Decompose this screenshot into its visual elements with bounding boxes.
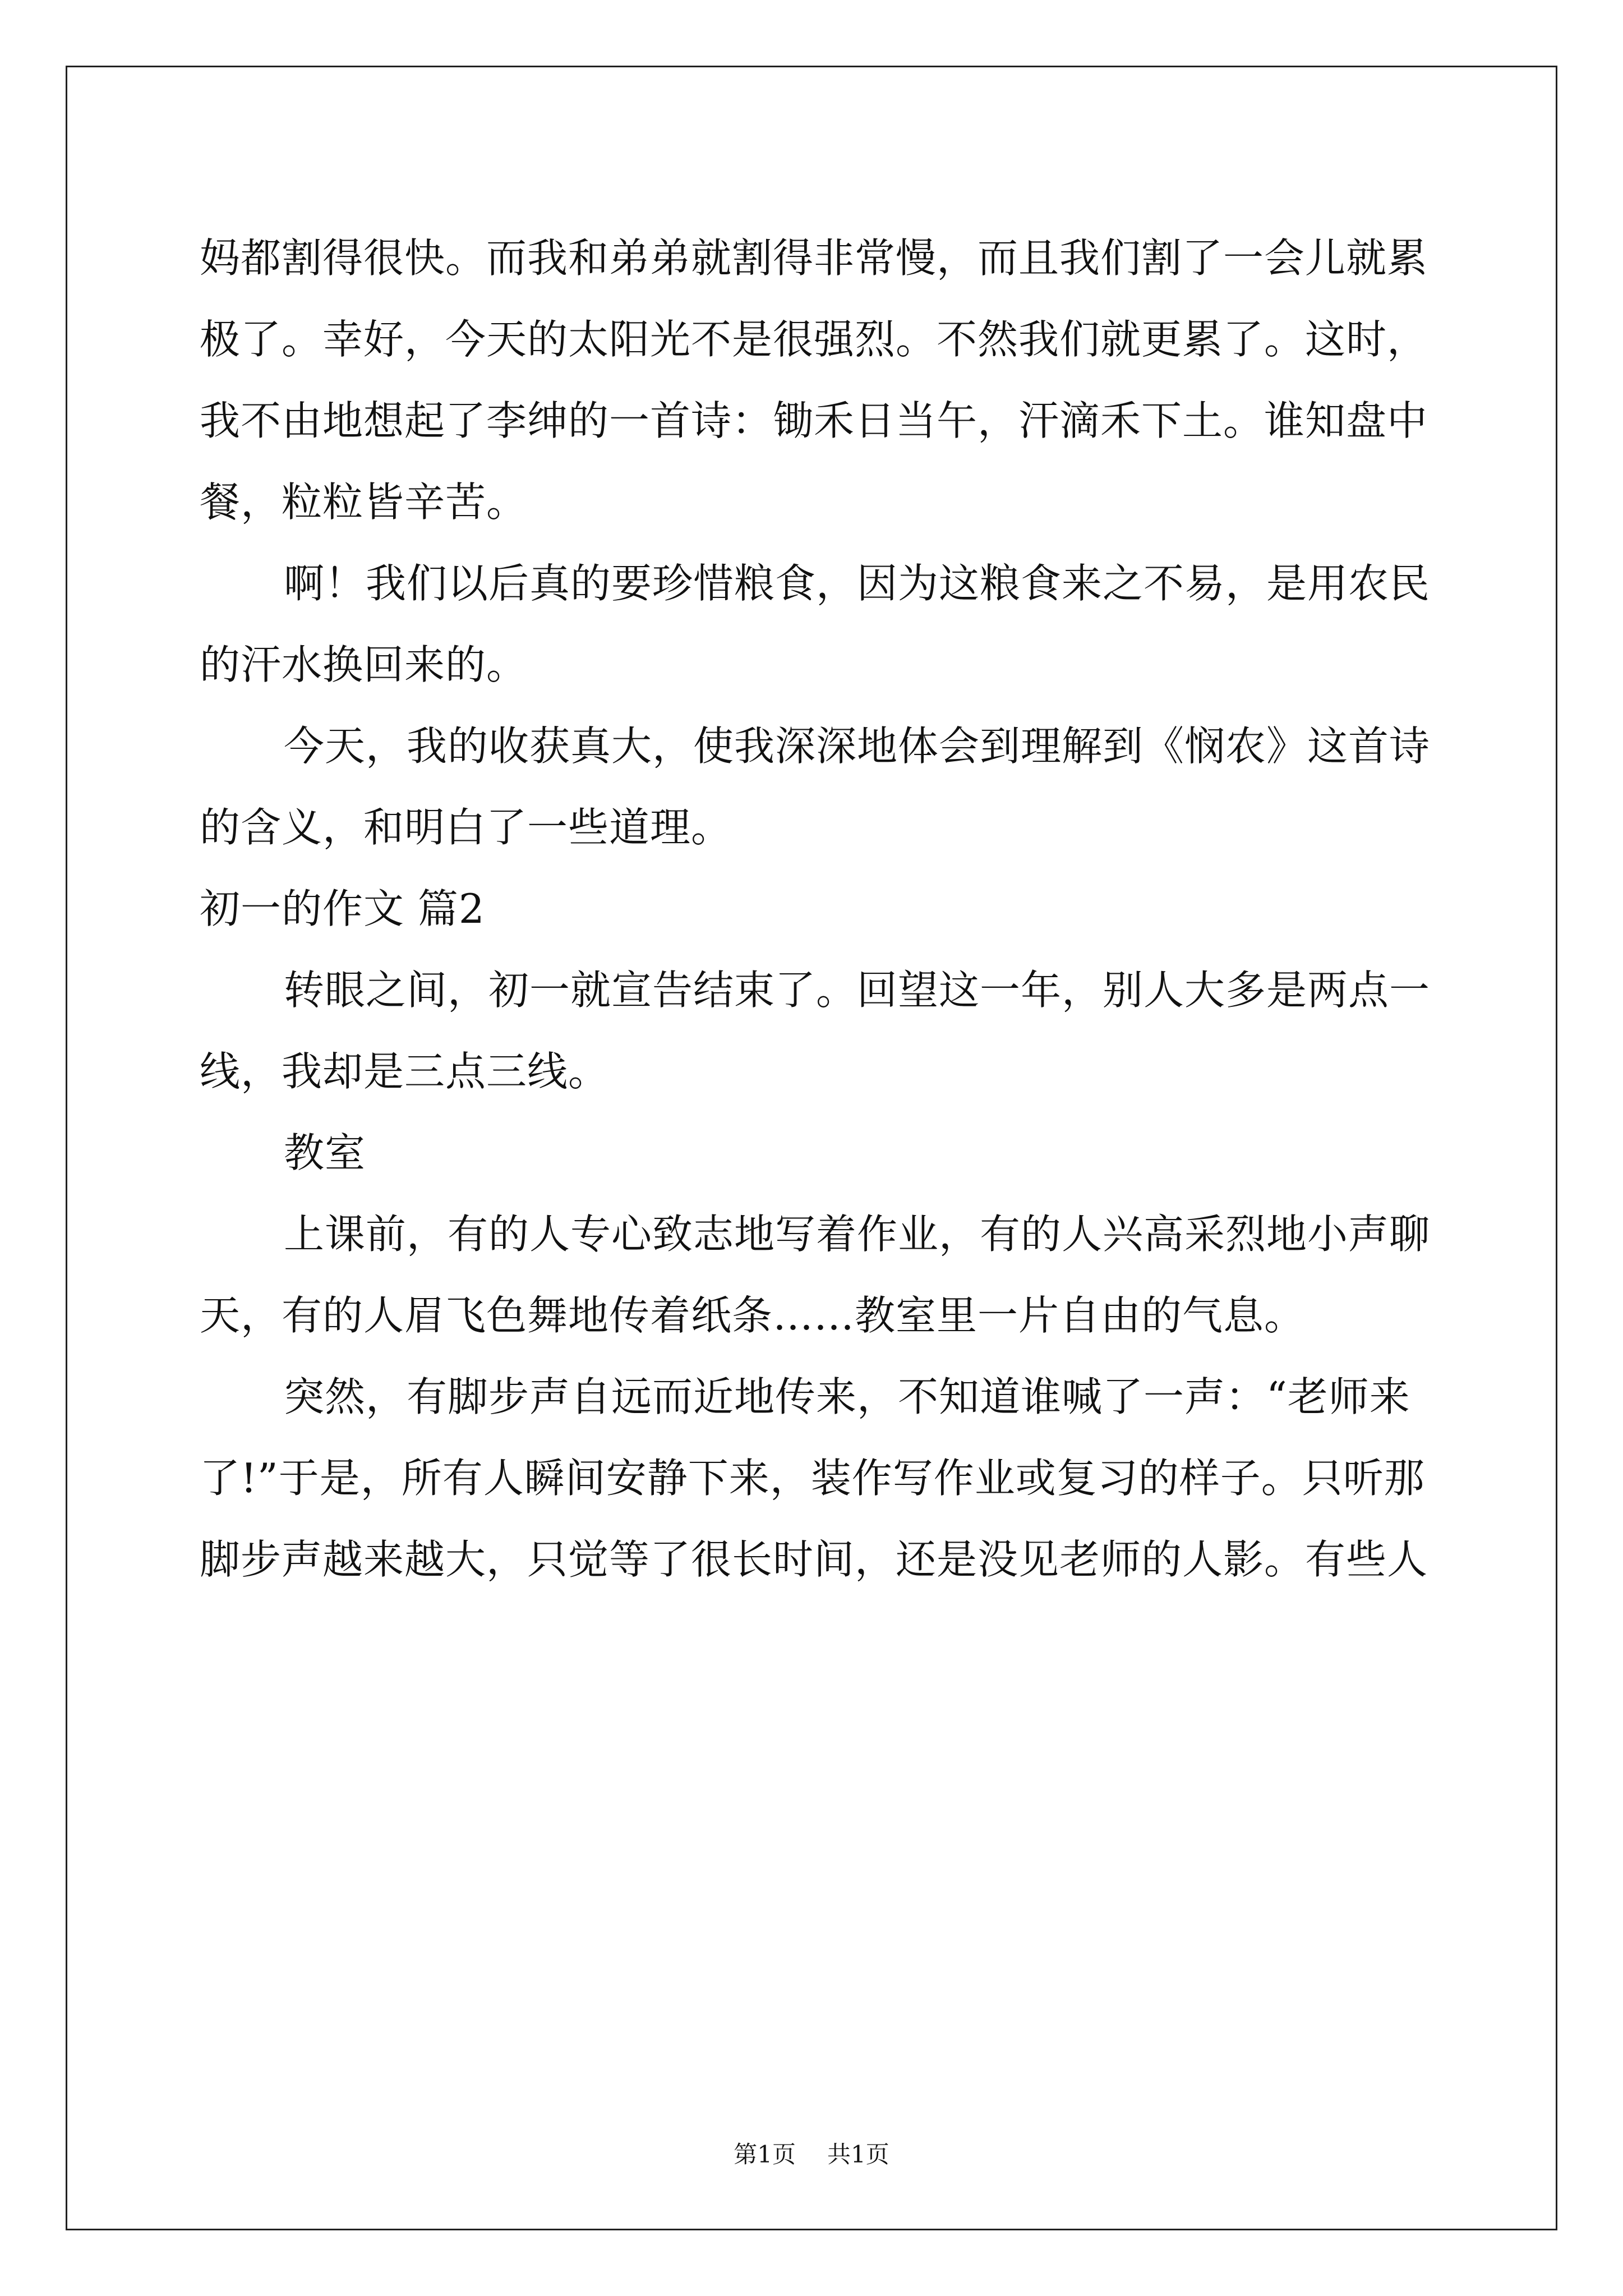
- page-total: 共1页: [827, 2141, 889, 2168]
- text-line: 了!”于是，所有人瞬间安静下来，装作写作业或复习的样子。只听那: [200, 1455, 1425, 1502]
- text-line: 妈都割得很快。而我和弟弟就割得非常慢，而且我们割了一会儿就累: [200, 234, 1428, 282]
- text-line: 脚步声越来越大，只觉等了很长时间，还是没见老师的人影。有些人: [200, 1536, 1428, 1583]
- text-line: 的汗水换回来的。: [200, 641, 528, 688]
- page-number: 第1页: [734, 2141, 796, 2168]
- text-line: 餐，粒粒皆辛苦。: [200, 478, 528, 526]
- text-line: 天，有的人眉飞色舞地传着纸条……教室里一片自由的气息。: [200, 1292, 1306, 1339]
- page-footer: [0, 2136, 1623, 2170]
- subheading: 教室: [284, 1129, 366, 1176]
- text-line: 上课前，有的人专心致志地写着作业，有的人兴高采烈地小声聊: [284, 1211, 1431, 1258]
- text-line: 线，我却是三点三线。: [200, 1048, 610, 1095]
- section-heading: 初一的作文 篇2: [200, 885, 485, 932]
- text-line: 今天，我的收获真大，使我深深地体会到理解到《悯农》这首诗: [284, 723, 1431, 770]
- text-line: 我不由地想起了李绅的一首诗：锄禾日当午，汗滴禾下土。谁知盘中: [200, 397, 1428, 444]
- text-line: 极了。幸好，今天的太阳光不是很强烈。不然我们就更累了。这时，: [200, 316, 1428, 363]
- text-line: 啊！我们以后真的要珍惜粮食，因为这粮食来之不易，是用农民: [284, 560, 1431, 607]
- document-body: [200, 218, 1431, 1600]
- text-line: 的含义，和明白了一些道理。: [200, 804, 732, 851]
- text-line: 突然，有脚步声自远而近地传来，不知道谁喊了一声：“老师来: [284, 1373, 1410, 1420]
- text-line: 转眼之间，初一就宣告结束了。回望这一年，别人大多是两点一: [284, 967, 1431, 1014]
